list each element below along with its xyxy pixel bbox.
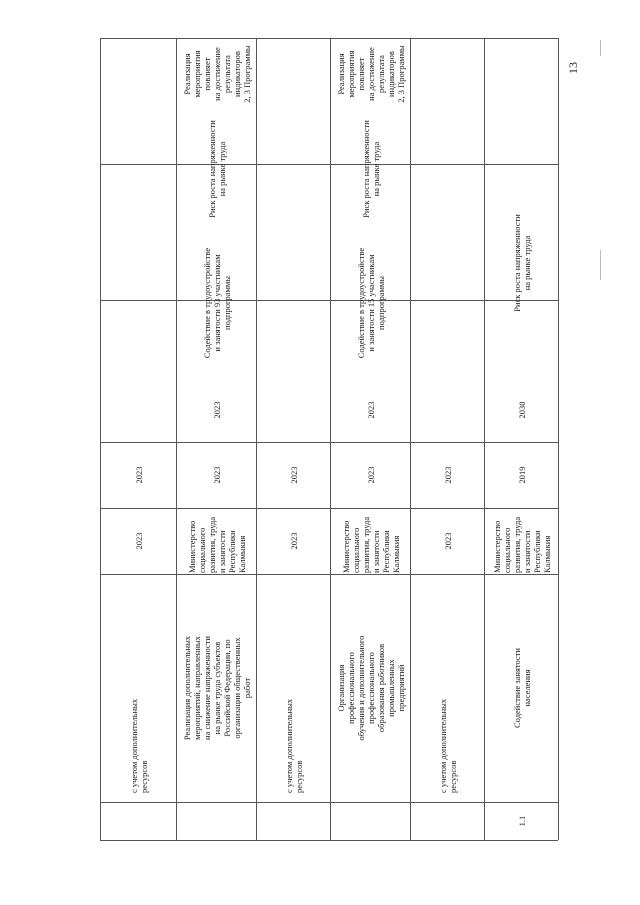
cell-start-year: 2023 [289, 532, 299, 550]
table-row [484, 38, 559, 840]
table-row [330, 38, 411, 840]
program-table [100, 38, 558, 840]
cell-number [257, 802, 331, 840]
cell-start-year: 2023 [443, 532, 453, 550]
cell-number [177, 802, 257, 840]
cell-start-year: 2023 [212, 466, 222, 484]
cell-risk: Риск роста напряженности на рынке труда [511, 214, 532, 312]
page-number: 13 [566, 62, 580, 74]
cell-number [411, 802, 485, 840]
cell-number [101, 802, 177, 840]
cell-end-year: 2023 [366, 401, 376, 419]
cell-event-name: с учетом дополнительных ресурсов [129, 698, 149, 793]
cell-event-name: с учетом дополнительных ресурсов [284, 698, 304, 793]
table-row [100, 38, 177, 840]
cell-risk: Риск роста напряженности на рынке труда [361, 120, 381, 218]
cell-indicator-influence: Реализация мероприятия повлияет на достижение результата индикаторов 2, 3 Программы [182, 45, 252, 103]
cell-number: 1.1 [516, 815, 527, 827]
cell-end-year: 2023 [443, 466, 453, 484]
table-border-bottom [100, 840, 558, 841]
cell-end-year: 2023 [289, 466, 299, 484]
cell-event-name: Содействие занятости населения [511, 648, 532, 728]
cell-end-year: 2023 [134, 466, 144, 484]
cell-executor: Министерство социального развития, труда и занятости Республики Калмыкия [187, 516, 247, 573]
cell-expected-result: Содействие в трудоустройстве и занятости 93 участникам подпрограммы [202, 247, 232, 359]
table-row [176, 38, 257, 840]
cell-expected-result: Содействие в трудоустройстве и занятости 15 участникам подпрограммы [356, 247, 386, 359]
scan-mark [600, 40, 601, 56]
cell-end-year: 2030 [516, 401, 527, 419]
cell-event-name: Организация профессионального обучения и дополнительного профессионального образования работников промышленных предприятий [336, 635, 406, 741]
cell-end-year: 2023 [212, 401, 222, 419]
cell-indicator-influence: Реализация мероприятия повлияет на достижение результата индикаторов 2, 3 Программы [336, 45, 406, 103]
cell-start-year: 2019 [516, 466, 527, 484]
cell-event-name: Реализация дополнительных мероприятий, направленных на снижение напряженности на рынке труда субъектов Российской Федерации, по организации общественных работ [182, 635, 252, 741]
cell-start-year: 2023 [134, 532, 144, 550]
cell-number [331, 802, 411, 840]
cell-executor: Министерство социального развития, труда и занятости Республики Калмыкия [491, 516, 552, 573]
table-row [410, 38, 485, 840]
cell-event-name: с учетом дополнительных ресурсов [438, 698, 458, 793]
cell-indicator-influence [485, 38, 558, 110]
scan-mark [600, 250, 601, 280]
cell-start-year: 2023 [366, 466, 376, 484]
cell-executor: Министерство социального развития, труда и занятости Республики Калмыкия [341, 516, 401, 573]
table-row [256, 38, 331, 840]
cell-risk: Риск роста напряженности на рынке труда [207, 120, 227, 218]
